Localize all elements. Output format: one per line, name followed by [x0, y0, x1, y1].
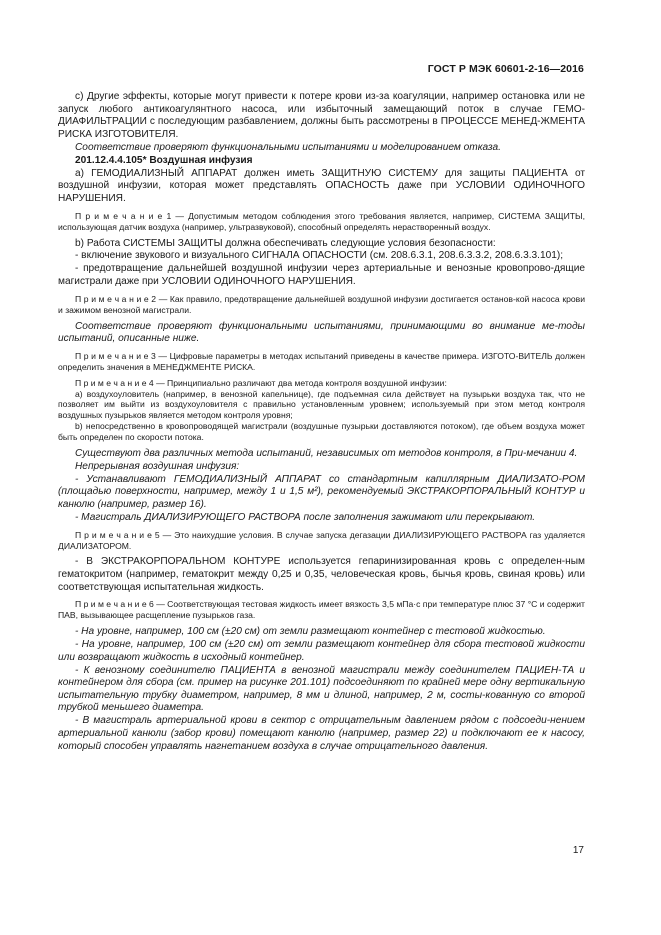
note-paragraph: П р и м е ч а н и е 5 — Это наихудшие условия. В случае запуска дегазации ДИАЛИЗИРУЮЩЕГО РАСТВОРА газ удаляется ДИАЛИЗАТОРОМ.: [58, 529, 585, 551]
note-paragraph: П р и м е ч а н и е 3 — Цифровые параметры в методах испытаний приведены в качестве примера. ИЗГОТО-ВИТЕЛЬ должен определить значения в МЕНЕДЖМЕНТЕ РИСКА.: [58, 351, 585, 373]
note-paragraph: a) воздухоуловитель (например, в венозной капельнице), где подъемная сила действует на пузырьки воздуха так, что не позволяет им выйти из воздухоуловителя с правильно установленным уровнем; используемый при этом метод контроля воздушных пузырьков является методом контроля уровня;: [58, 388, 585, 421]
document-id-header: ГОСТ Р МЭК 60601-2-16—2016: [427, 63, 584, 75]
paragraph: - В ЭКСТРАКОРПОРАЛЬНОМ КОНТУРЕ используется гепаринизированная кровь с определен-ным гематокритом (например, гематокрит между 0,25 и 0,35, человеческая кровь, бычья кровь, свиная кровь) или соответствующая испытательная жидкость.: [58, 556, 585, 593]
paragraph: - К венозному соединителю ПАЦИЕНТА в венозной магистрали между соединителем ПАЦИЕН-ТА и контейнером для сбора (см. пример на рисунке 201.101) подсоединяют по крайней мере одну вертикальную испытательную трубку диаметром, например, 8 мм и длиной, например, 2 м, состы-кованную со второй трубкой меньшего диаметра.: [58, 664, 585, 714]
paragraph: - На уровне, например, 100 см (±20 см) от земли размещают контейнер с тестовой жидкостью.: [75, 626, 546, 638]
paragraph: - На уровне, например, 100 см (±20 см) от земли размещают контейнер для сбора тестовой жидкости или возвращают жидкость в исходный контейнер.: [58, 639, 585, 663]
note-paragraph: П р и м е ч а н и е 6 — Соответствующая тестовая жидкость имеет вязкость 3,5 мПа·с при температуре плюс 37 °С и содержит ПАВ, вызывающее расщепление пузырьков газа.: [58, 599, 585, 621]
paragraph: - Магистраль ДИАЛИЗИРУЮЩЕГО РАСТВОРА после заполнения зажимают или перекрывают.: [75, 511, 536, 523]
paragraph: Соответствие проверяют функциональными испытаниями и моделированием отказа.: [75, 141, 501, 153]
note-paragraph: П р и м е ч а н и е 4 — Принципиально различают два метода контроля воздушной инфузии:: [75, 377, 447, 388]
paragraph: c) Другие эффекты, которые могут привести к потере крови из-за коагуляции, например остановка или не запуск любого антикоагулянтного насоса, или избыточный замещающий поток в случае ГЕМО-ДИАФИЛЬТРАЦИИ с последующим разбавлением, должны быть рассмотрены в ПРОЦЕССЕ МЕНЕД-ЖМЕНТА РИСКА ИЗГОТОВИТЕЛЯ.: [58, 91, 585, 140]
note-paragraph: b) непосредственно в кровопроводящей магистрали (воздушные пузырьки доставляются потоком), где объем воздуха может быть определен по скорости потока.: [58, 421, 585, 442]
note-paragraph: П р и м е ч а н и е 1 — Допустимым методом соблюдения этого требования является, например, СИСТЕМА ЗАЩИТЫ, использующая датчик воздуха (например, ультразвуковой), способный определять нерастворенный воздух.: [58, 210, 585, 232]
paragraph: Соответствие проверяют функциональными испытаниями, принимающими во внимание ме-тоды испытаний, описанные ниже.: [58, 320, 585, 345]
note-paragraph: П р и м е ч а н и е 2 — Как правило, предотвращение дальнейшей воздушной инфузии достигается останов-кой насоса крови и зажимом венозной магистрали.: [58, 294, 585, 315]
paragraph: - Устанавливают ГЕМОДИАЛИЗНЫЙ АППАРАТ со стандартным капиллярным ДИАЛИЗАТО-РОМ (площадью поверхности, например, между 1 и 1,5 м²), рекомендуемый ЭКСТРАКОРПОРАЛЬНЫЙ КОНТУР и канюлю (например, размер 16).: [58, 473, 585, 510]
paragraph: 201.12.4.4.105* Воздушная инфузия: [75, 154, 253, 166]
paragraph: - предотвращение дальнейшей воздушной инфузии через артериальные и венозные кровопрово-дящие магистрали даже при УСЛОВИИ ОДИНОЧНОГО НАРУШЕНИЯ.: [58, 263, 585, 288]
page-content: [58, 91, 585, 754]
paragraph: - В магистраль артериальной крови в сектор с отрицательным давлением рядом с подсоеди-нением артериальной канюли (забор крови) помещают канюлю (например, размер 22) и подключают ее к насосу, который способен управлять нагнетанием воздуха в случае отрицательного давления.: [58, 715, 585, 752]
paragraph: - включение звукового и визуального СИГНАЛА ОПАСНОСТИ (см. 208.6.3.1, 208.6.3.3.2, 208.6.3.3.101);: [75, 250, 564, 262]
paragraph: a) ГЕМОДИАЛИЗНЫЙ АППАРАТ должен иметь ЗАЩИТНУЮ СИСТЕМУ для защиты ПАЦИЕНТА от воздушной инфузии, которая может представлять ОПАСНОСТЬ даже при УСЛОВИИ ОДИНОЧНОГО НАРУШЕНИЯ.: [58, 167, 585, 204]
paragraph: Существуют два различных метода испытаний, независимых от методов контроля, в При-мечании 4.: [75, 447, 578, 459]
paragraph: b) Работа СИСТЕМЫ ЗАЩИТЫ должна обеспечивать следующие условия безопасности:: [75, 237, 496, 249]
page-number: 17: [572, 845, 584, 856]
paragraph: Непрерывная воздушная инфузия:: [75, 460, 240, 472]
